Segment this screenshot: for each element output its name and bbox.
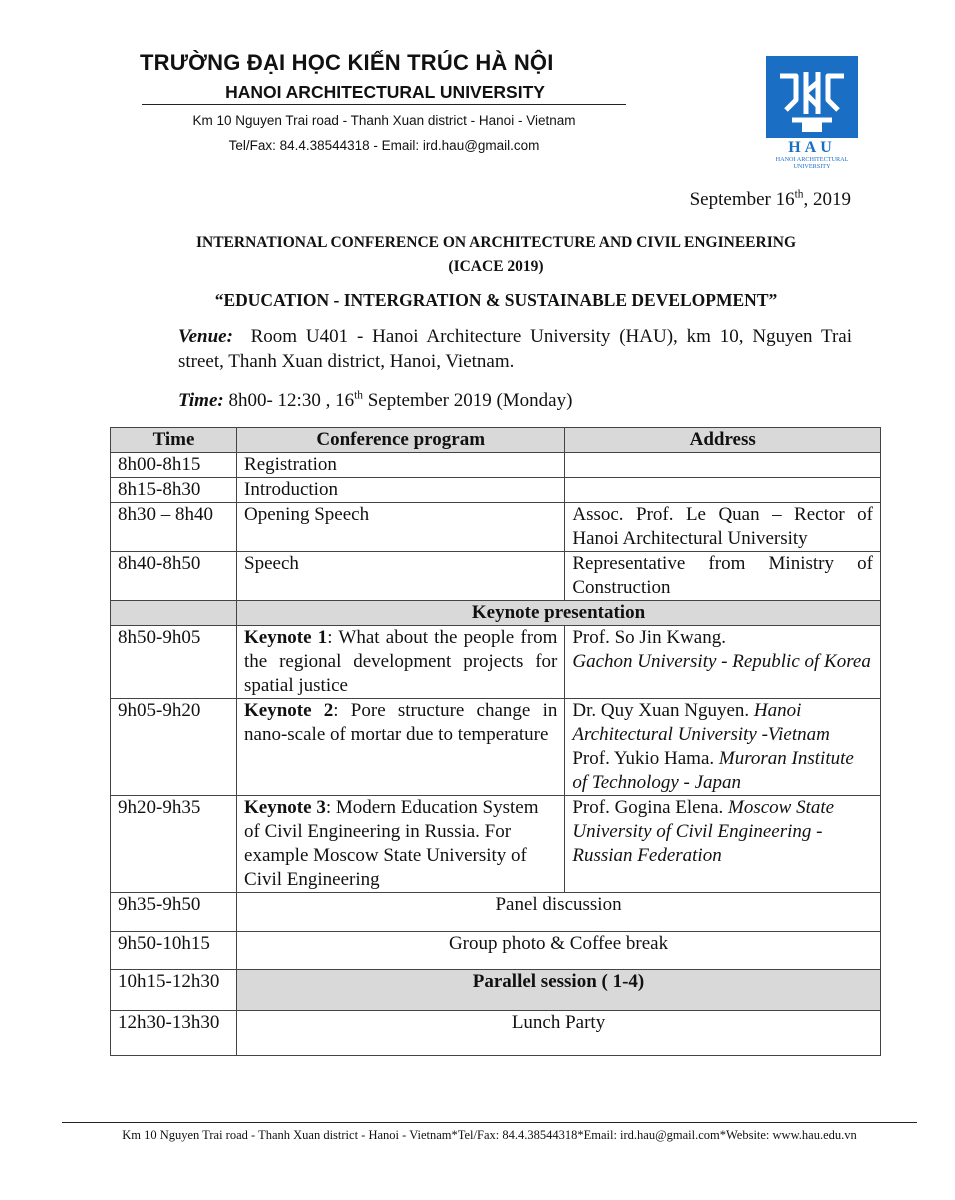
cell-time: 9h20-9h35 <box>111 796 237 893</box>
cell-time: 8h50-9h05 <box>111 626 237 699</box>
hau-logo-icon <box>766 56 858 170</box>
cell-time: 12h30-13h30 <box>111 1011 237 1056</box>
conference-title: INTERNATIONAL CONFERENCE ON ARCHITECTURE AND CIVIL ENGINEERING <box>195 234 796 251</box>
cell-address <box>565 796 881 893</box>
cell-address <box>565 478 881 503</box>
university-name-vietnamese: TRƯỜNG ĐẠI HỌC KIẾN TRÚC HÀ NỘI <box>140 50 554 75</box>
keynote-row <box>111 699 881 796</box>
cell-address: Assoc. Prof. Le Quan – Rector of Hanoi Architectural University <box>565 503 881 552</box>
conference-theme: “EDUCATION - INTERGRATION & SUSTAINABLE DEVELOPMENT” <box>214 290 778 310</box>
speaker-affiliation: Moscow State University of Civil Engineering - Russian Federation <box>572 797 835 866</box>
speaker-name: Prof. Gogina Elena. <box>572 797 724 818</box>
section-title: Keynote presentation <box>237 601 881 626</box>
keynote-title: Keynote 2 <box>244 700 334 721</box>
svg-text:HAU: HAU <box>788 139 836 156</box>
table-row <box>111 478 881 503</box>
time-label: Time: <box>178 390 224 411</box>
cell-program: Opening Speech <box>237 503 565 552</box>
keynote-title: Keynote 1 <box>244 627 328 648</box>
speaker-affiliation: Muroran Institute of Technology - Japan <box>572 748 854 793</box>
table-row <box>111 1011 881 1056</box>
cell-time <box>111 601 237 626</box>
speaker-name: Prof. Yukio Hama. <box>572 748 715 769</box>
speaker-name: Prof. So Jin Kwang. <box>572 627 726 648</box>
venue-line <box>178 324 852 374</box>
cell-time: 9h35-9h50 <box>111 893 237 932</box>
table-row <box>111 893 881 932</box>
cell-program: Group photo & Coffee break <box>237 932 881 970</box>
column-header-program: Conference program <box>237 428 565 453</box>
footer-divider <box>62 1122 917 1123</box>
cell-address <box>565 626 881 699</box>
cell-program: Parallel session ( 1-4) <box>237 970 881 1011</box>
program-table <box>110 427 881 1056</box>
conference-acronym: (ICACE 2019) <box>448 258 544 275</box>
cell-address <box>565 453 881 478</box>
cell-time: 8h00-8h15 <box>111 453 237 478</box>
cell-program <box>237 626 565 699</box>
column-header-address: Address <box>565 428 881 453</box>
keynote-title: Keynote 3 <box>244 797 326 818</box>
time-line: Time: 8h00- 12:30 , 16th September 2019 (Monday) <box>178 389 573 411</box>
svg-text:HANOI ARCHITECTURAL: HANOI ARCHITECTURAL <box>775 156 849 163</box>
speaker-affiliation: Hanoi Architectural University -Vietnam <box>572 700 830 745</box>
cell-time: 8h30 – 8h40 <box>111 503 237 552</box>
cell-program: Speech <box>237 552 565 601</box>
keynote-topic: : Modern Education System of Civil Engineering in Russia. For example Moscow State University of Civil Engineering <box>244 797 539 890</box>
venue-label: Venue: <box>178 326 233 347</box>
cell-time: 10h15-12h30 <box>111 970 237 1011</box>
keynote-row <box>111 796 881 893</box>
column-header-time: Time <box>111 428 237 453</box>
cell-time: 8h40-8h50 <box>111 552 237 601</box>
footer-contact: Km 10 Nguyen Trai road - Thanh Xuan district - Hanoi - Vietnam*Tel/Fax: 84.4.38544318*Email: ird.hau@gmail.com*Website: www.hau.edu.vn <box>122 1128 857 1142</box>
table-row <box>111 932 881 970</box>
venue-text: Room U401 - Hanoi Architecture University (HAU), km 10, Nguyen Trai street, Thanh Xuan district, Hanoi, Vietnam. <box>178 326 852 372</box>
university-name-english: HANOI ARCHITECTURAL UNIVERSITY <box>225 82 545 102</box>
keynote-topic: : What about the people from the regional development projects for spatial justice <box>244 627 558 696</box>
cell-program <box>237 699 565 796</box>
section-row <box>111 601 881 626</box>
header-contact: Tel/Fax: 84.4.38544318 - Email: ird.hau@gmail.com <box>228 138 540 153</box>
table-row <box>111 453 881 478</box>
letter-date: September 16th, 2019 <box>689 188 851 210</box>
cell-time: 9h50-10h15 <box>111 932 237 970</box>
header-divider <box>142 104 626 105</box>
speaker-name: Dr. Quy Xuan Nguyen. <box>572 700 750 721</box>
cell-program <box>237 796 565 893</box>
table-row <box>111 970 881 1011</box>
cell-address <box>565 699 881 796</box>
table-header-row <box>111 428 881 453</box>
keynote-row <box>111 626 881 699</box>
cell-program: Introduction <box>237 478 565 503</box>
cell-program: Panel discussion <box>237 893 881 932</box>
cell-program: Lunch Party <box>237 1011 881 1056</box>
cell-program: Registration <box>237 453 565 478</box>
header-address: Km 10 Nguyen Trai road - Thanh Xuan district - Hanoi - Vietnam <box>192 113 576 128</box>
cell-address: Representative from Ministry of Construction <box>565 552 881 601</box>
cell-time: 9h05-9h20 <box>111 699 237 796</box>
cell-time: 8h15-8h30 <box>111 478 237 503</box>
speaker-affiliation: Gachon University - Republic of Korea <box>572 651 871 672</box>
table-row <box>111 503 881 552</box>
svg-text:UNIVERSITY: UNIVERSITY <box>793 163 831 170</box>
keynote-topic: : Pore structure change in nano-scale of mortar due to temperature <box>244 700 558 745</box>
table-row <box>111 552 881 601</box>
